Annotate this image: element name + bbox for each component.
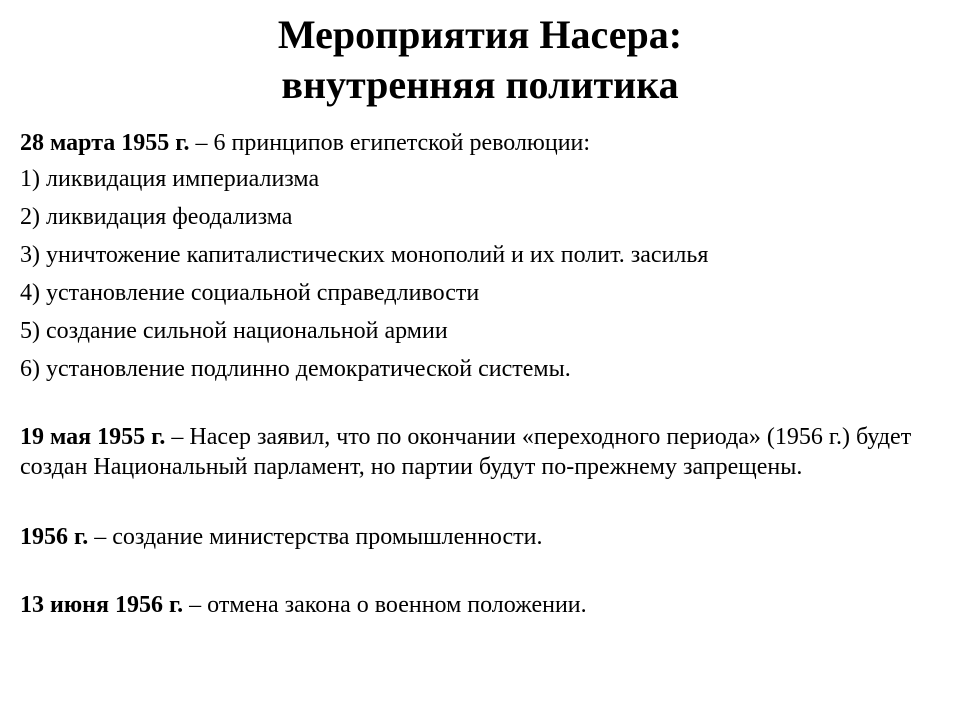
principle-item-6: 6) установление подлинно демократической системы. [20,356,571,382]
slide-body [20,128,940,620]
entry-date: 28 марта 1955 г. [20,130,190,156]
entry-date: 13 июня 1956 г. [20,592,184,618]
principle-item-4: 4) установление социальной справедливости [20,280,480,306]
title-line-2: внутренняя политика [281,62,679,107]
entry-march-1955 [20,128,940,158]
entry-1956 [20,522,940,552]
entry-text: – 6 принципов египетской революции: [189,130,591,156]
principle-item-3: 3) уничтожение капиталистических монополий и их полит. засилья [20,242,709,268]
title-line-1: Мероприятия Насера: [277,12,683,57]
entry-text: – отмена закона о военном положении. [183,592,587,618]
entry-may-1955 [20,422,940,482]
entry-date: 19 мая 1955 г. [20,424,166,450]
entry-june-1956 [20,590,940,620]
slide-title [0,10,960,110]
principle-item-1: 1) ликвидация империализма [20,166,320,192]
entry-date: 1956 г. [20,524,89,550]
entry-text: – создание министерства промышленности. [88,524,543,550]
principle-item-5: 5) создание сильной национальной армии [20,318,448,344]
principle-item-2: 2) ликвидация феодализма [20,204,293,230]
entry-text: – Насер заявил, что по окончании «переходного периода» (1956 г.) будет создан Национальный парламент, но партии будут по-прежнему запрещены. [20,424,912,480]
